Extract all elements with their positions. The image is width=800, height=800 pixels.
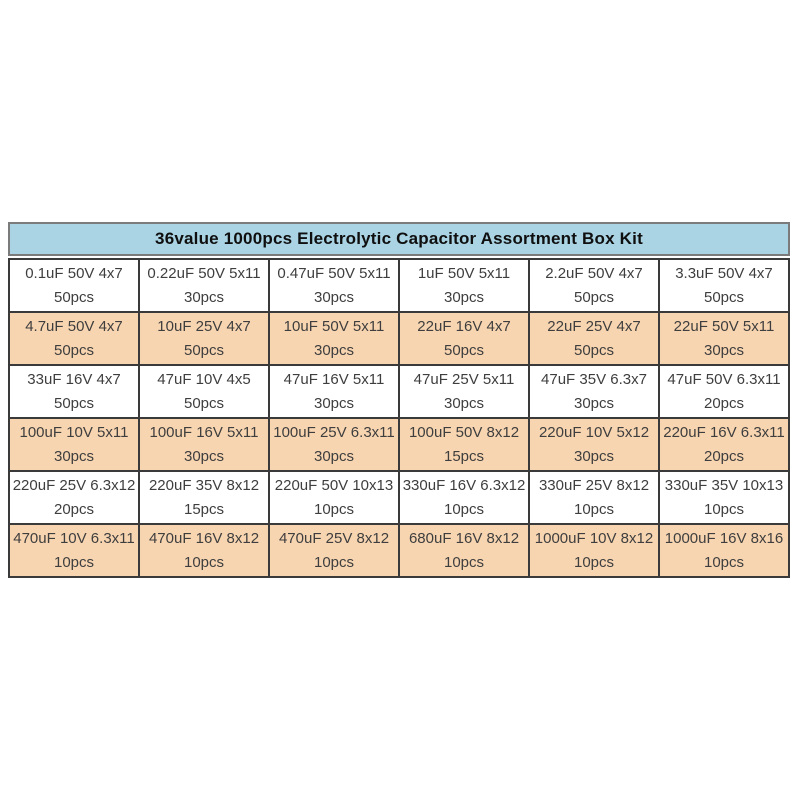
capacitor-qty: 50pcs <box>573 289 615 306</box>
table-row <box>9 365 789 418</box>
capacitor-qty: 30pcs <box>443 289 485 306</box>
capacitor-qty: 10pcs <box>183 554 225 571</box>
capacitor-qty: 50pcs <box>573 342 615 359</box>
capacitor-spec: 47uF 25V 5x11 <box>413 371 515 388</box>
capacitor-kit-chart <box>8 222 790 578</box>
capacitor-spec: 330uF 25V 8x12 <box>538 477 650 494</box>
capacitor-qty: 30pcs <box>313 342 355 359</box>
capacitor-spec: 47uF 16V 5x11 <box>283 371 385 388</box>
capacitor-cell <box>529 365 659 418</box>
capacitor-spec: 220uF 35V 8x12 <box>148 477 260 494</box>
capacitor-spec: 100uF 50V 8x12 <box>408 424 520 441</box>
capacitor-spec: 0.47uF 50V 5x11 <box>277 265 391 282</box>
capacitor-spec: 10uF 50V 5x11 <box>283 318 385 335</box>
capacitor-qty: 10pcs <box>313 554 355 571</box>
capacitor-cell <box>9 312 139 365</box>
capacitor-cell <box>659 312 789 365</box>
page-title-text: 36value 1000pcs Electrolytic Capacitor Assortment Box Kit <box>155 229 643 248</box>
capacitor-cell <box>659 524 789 577</box>
capacitor-spec: 1000uF 16V 8x16 <box>664 530 784 547</box>
capacitor-qty: 15pcs <box>183 501 225 518</box>
capacitor-qty: 30pcs <box>183 448 225 465</box>
capacitor-qty: 10pcs <box>573 501 615 518</box>
capacitor-cell <box>659 365 789 418</box>
capacitor-spec: 10uF 25V 4x7 <box>157 318 251 335</box>
capacitor-cell <box>399 365 529 418</box>
capacitor-qty: 30pcs <box>573 395 615 412</box>
capacitor-spec: 22uF 16V 4x7 <box>417 318 511 335</box>
capacitor-qty: 20pcs <box>703 448 745 465</box>
capacitor-spec: 0.22uF 50V 5x11 <box>147 265 261 282</box>
capacitor-spec: 100uF 10V 5x11 <box>19 424 129 441</box>
capacitor-cell <box>659 418 789 471</box>
capacitor-qty: 15pcs <box>443 448 485 465</box>
capacitor-qty: 30pcs <box>183 289 225 306</box>
capacitor-spec: 220uF 10V 5x12 <box>538 424 650 441</box>
capacitor-qty: 30pcs <box>703 342 745 359</box>
capacitor-qty: 50pcs <box>53 395 95 412</box>
capacitor-qty: 20pcs <box>703 395 745 412</box>
capacitor-cell <box>529 471 659 524</box>
capacitor-qty: 30pcs <box>313 448 355 465</box>
capacitor-cell <box>139 259 269 312</box>
table-row <box>9 259 789 312</box>
capacitor-spec: 22uF 50V 5x11 <box>673 318 775 335</box>
capacitor-cell <box>659 259 789 312</box>
capacitor-qty: 30pcs <box>313 289 355 306</box>
capacitor-spec: 470uF 10V 6.3x11 <box>13 530 135 547</box>
table-row <box>9 524 789 577</box>
capacitor-spec: 470uF 16V 8x12 <box>148 530 260 547</box>
capacitor-table <box>8 258 790 578</box>
capacitor-qty: 10pcs <box>313 501 355 518</box>
capacitor-qty: 50pcs <box>183 342 225 359</box>
capacitor-cell <box>659 471 789 524</box>
capacitor-spec: 33uF 16V 4x7 <box>27 371 121 388</box>
capacitor-qty: 50pcs <box>53 289 95 306</box>
capacitor-spec: 330uF 35V 10x13 <box>664 477 784 494</box>
capacitor-qty: 10pcs <box>703 554 745 571</box>
capacitor-cell <box>269 259 399 312</box>
capacitor-spec: 0.1uF 50V 4x7 <box>25 265 123 282</box>
capacitor-spec: 330uF 16V 6.3x12 <box>402 477 526 494</box>
capacitor-cell <box>399 524 529 577</box>
capacitor-qty: 30pcs <box>53 448 95 465</box>
capacitor-qty: 50pcs <box>443 342 485 359</box>
capacitor-cell <box>269 524 399 577</box>
capacitor-spec: 220uF 25V 6.3x12 <box>12 477 136 494</box>
capacitor-cell <box>139 471 269 524</box>
page-title <box>8 222 790 256</box>
table-row <box>9 418 789 471</box>
capacitor-cell <box>139 418 269 471</box>
capacitor-cell <box>399 418 529 471</box>
capacitor-spec: 47uF 50V 6.3x11 <box>667 371 781 388</box>
table-row <box>9 471 789 524</box>
capacitor-qty: 50pcs <box>183 395 225 412</box>
capacitor-qty: 10pcs <box>573 554 615 571</box>
capacitor-cell <box>529 524 659 577</box>
capacitor-cell <box>399 312 529 365</box>
capacitor-spec: 22uF 25V 4x7 <box>547 318 641 335</box>
capacitor-qty: 30pcs <box>313 395 355 412</box>
capacitor-cell <box>139 524 269 577</box>
capacitor-cell <box>9 259 139 312</box>
capacitor-cell <box>269 312 399 365</box>
capacitor-cell <box>269 418 399 471</box>
capacitor-qty: 10pcs <box>443 554 485 571</box>
capacitor-spec: 470uF 25V 8x12 <box>278 530 390 547</box>
capacitor-cell <box>399 471 529 524</box>
capacitor-qty: 50pcs <box>53 342 95 359</box>
capacitor-cell <box>9 471 139 524</box>
capacitor-spec: 100uF 16V 5x11 <box>149 424 259 441</box>
capacitor-cell <box>269 471 399 524</box>
capacitor-cell <box>529 259 659 312</box>
capacitor-qty: 10pcs <box>443 501 485 518</box>
capacitor-spec: 1uF 50V 5x11 <box>417 265 511 282</box>
capacitor-cell <box>139 312 269 365</box>
capacitor-spec: 47uF 10V 4x5 <box>157 371 251 388</box>
capacitor-cell <box>139 365 269 418</box>
capacitor-spec: 1000uF 10V 8x12 <box>534 530 654 547</box>
capacitor-spec: 680uF 16V 8x12 <box>408 530 520 547</box>
capacitor-cell <box>9 365 139 418</box>
capacitor-cell <box>9 418 139 471</box>
capacitor-qty: 50pcs <box>703 289 745 306</box>
capacitor-cell <box>529 418 659 471</box>
capacitor-cell <box>9 524 139 577</box>
capacitor-qty: 10pcs <box>53 554 95 571</box>
capacitor-spec: 4.7uF 50V 4x7 <box>25 318 123 335</box>
capacitor-spec: 2.2uF 50V 4x7 <box>545 265 643 282</box>
capacitor-cell <box>529 312 659 365</box>
capacitor-spec: 220uF 16V 6.3x11 <box>663 424 785 441</box>
capacitor-spec: 100uF 25V 6.3x11 <box>273 424 395 441</box>
table-row <box>9 312 789 365</box>
capacitor-qty: 20pcs <box>53 501 95 518</box>
capacitor-spec: 47uF 35V 6.3x7 <box>541 371 647 388</box>
capacitor-qty: 10pcs <box>703 501 745 518</box>
capacitor-spec: 220uF 50V 10x13 <box>274 477 394 494</box>
capacitor-qty: 30pcs <box>573 448 615 465</box>
capacitor-spec: 3.3uF 50V 4x7 <box>675 265 773 282</box>
capacitor-qty: 30pcs <box>443 395 485 412</box>
capacitor-cell <box>269 365 399 418</box>
capacitor-cell <box>399 259 529 312</box>
